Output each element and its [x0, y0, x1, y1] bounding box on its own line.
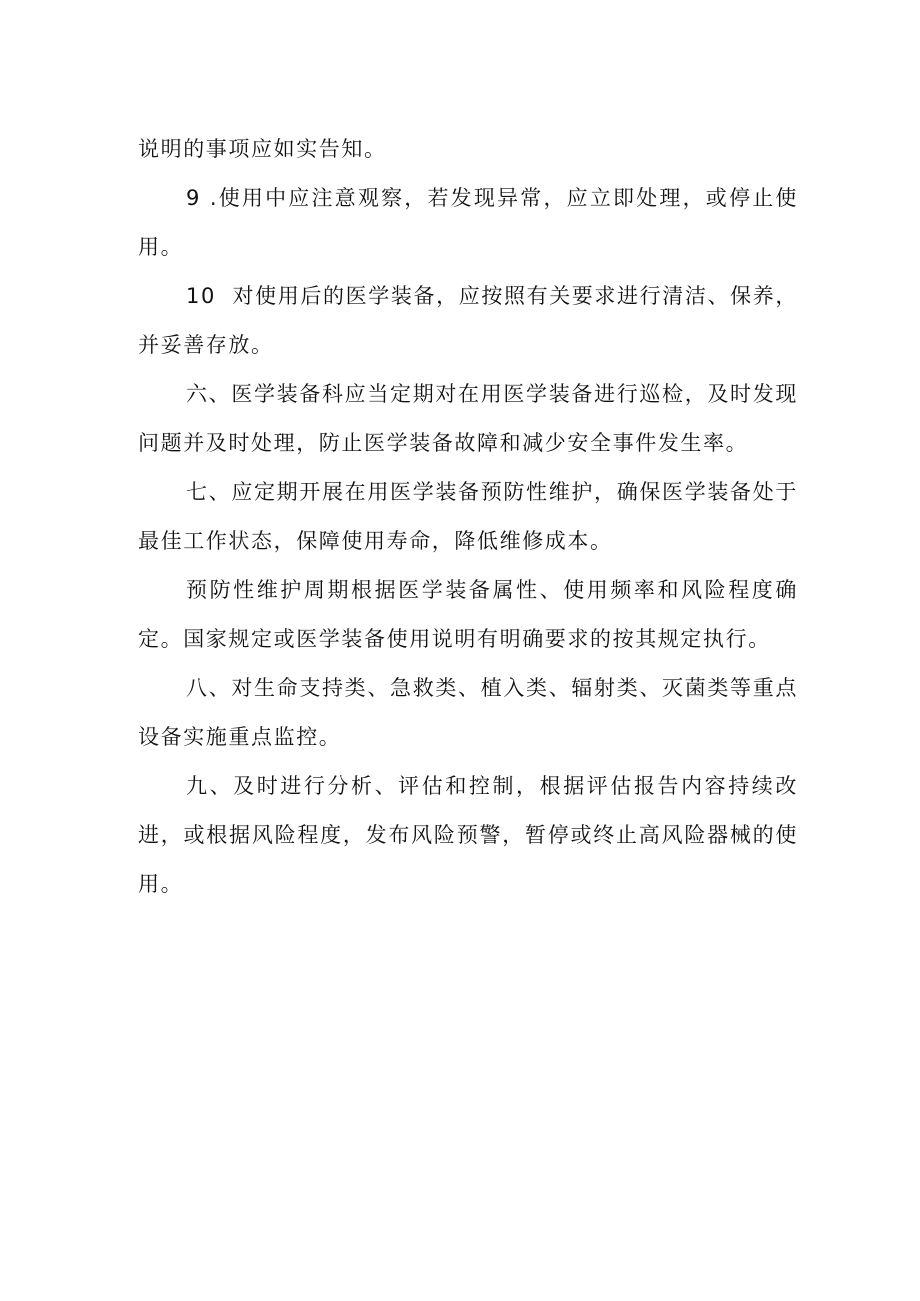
paragraph-continuation: 说明的事项应如实告知。 [138, 137, 387, 161]
paragraph-item-10: 10 对使用后的医学装备，应按照有关要求进行清洁、保养，并妥善存放。 [138, 284, 798, 357]
paragraph-item-9: 9 .使用中应注意观察，若发现异常，应立即处理，或停止使用。 [138, 186, 798, 259]
paragraph-maintenance-cycle: 预防性维护周期根据医学装备属性、使用频率和风险程度确定。国家规定或医学装备使用说明有明确要求的按其规定执行。 [138, 578, 798, 651]
paragraph-section-7: 七、应定期开展在用医学装备预防性维护，确保医学装备处于最佳工作状态，保障使用寿命，降低维修成本。 [138, 480, 798, 553]
document-body [138, 125, 798, 909]
paragraph-section-8: 八、对生命支持类、急救类、植入类、辐射类、灭菌类等重点设备实施重点监控。 [138, 676, 798, 749]
paragraph-section-9: 九、及时进行分析、评估和控制，根据评估报告内容持续改进，或根据风险程度，发布风险预警，暂停或终止高风险器械的使用。 [138, 774, 798, 896]
paragraph-section-6: 六、医学装备科应当定期对在用医学装备进行巡检，及时发现问题并及时处理，防止医学装备故障和减少安全事件发生率。 [138, 382, 798, 455]
